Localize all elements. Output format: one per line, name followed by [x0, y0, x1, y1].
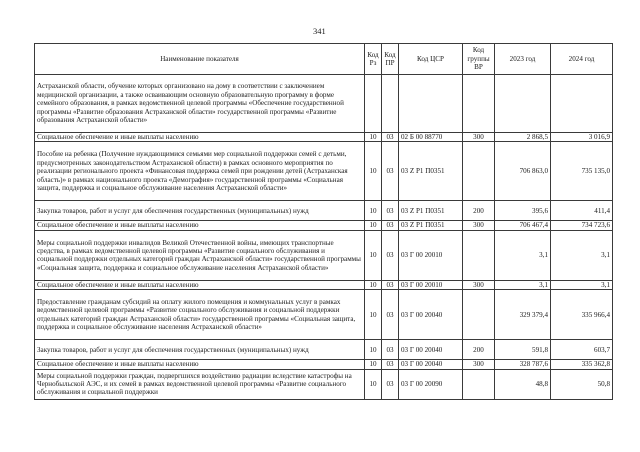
row-name: Социальное обеспечение и иные выплаты населению	[35, 133, 365, 142]
row-pr: 03	[382, 201, 399, 221]
row-rz: 10	[365, 340, 382, 360]
row-rz: 10	[365, 369, 382, 399]
row-rz: 10	[365, 360, 382, 369]
row-2023: 329 379,4	[495, 290, 551, 340]
row-name: Закупка товаров, работ и услуг для обеспечения государственных (муниципальных) нужд	[35, 201, 365, 221]
row-vr	[463, 142, 495, 201]
row-csr: 03 Г 00 20010	[399, 280, 463, 289]
row-rz: 10	[365, 230, 382, 280]
table-header-row	[35, 44, 613, 75]
row-pr: 03	[382, 340, 399, 360]
table-row	[35, 230, 613, 280]
header-vr: Код группы ВР	[463, 44, 495, 75]
row-csr: 03 Г 00 20040	[399, 340, 463, 360]
row-rz: 10	[365, 201, 382, 221]
row-csr: 03 Г 00 20090	[399, 369, 463, 399]
row-2024: 411,4	[551, 201, 613, 221]
row-rz: 10	[365, 290, 382, 340]
row-2023	[495, 75, 551, 133]
row-2024: 3,1	[551, 280, 613, 289]
row-pr: 03	[382, 280, 399, 289]
row-csr: 03 Z P1 П0351	[399, 142, 463, 201]
budget-table	[34, 43, 613, 400]
row-2023: 706 863,0	[495, 142, 551, 201]
table-row	[35, 280, 613, 289]
row-2024: 735 135,0	[551, 142, 613, 201]
table-row	[35, 290, 613, 340]
header-name: Наименование показателя	[35, 44, 365, 75]
row-2024: 50,8	[551, 369, 613, 399]
header-rz: Код Рз	[365, 44, 382, 75]
row-vr	[463, 369, 495, 399]
table-row	[35, 360, 613, 369]
row-vr	[463, 75, 495, 133]
row-2024: 3,1	[551, 230, 613, 280]
row-2024: 734 723,6	[551, 221, 613, 230]
row-name: Предоставление гражданам субсидий на оплату жилого помещения и коммунальных услуг в рамках ведомственной целевой программы «Развитие социального обслуживания и социальной поддержки отдельных категорий граждан Астраханской области» государственной программы «Социальная защита, поддержка и социальное обслуживание населения Астраханской области»	[35, 290, 365, 340]
row-csr: 02 Б 00 88770	[399, 133, 463, 142]
row-rz: 10	[365, 221, 382, 230]
row-2023: 591,8	[495, 340, 551, 360]
row-pr: 03	[382, 290, 399, 340]
row-vr: 200	[463, 340, 495, 360]
row-csr	[399, 75, 463, 133]
row-2023: 3,1	[495, 230, 551, 280]
table-row	[35, 142, 613, 201]
row-name: Социальное обеспечение и иные выплаты населению	[35, 360, 365, 369]
row-rz: 10	[365, 280, 382, 289]
row-2024: 603,7	[551, 340, 613, 360]
row-pr: 03	[382, 360, 399, 369]
row-vr: 300	[463, 133, 495, 142]
row-2023: 3,1	[495, 280, 551, 289]
row-name: Закупка товаров, работ и услуг для обеспечения государственных (муниципальных) нужд	[35, 340, 365, 360]
row-pr: 03	[382, 221, 399, 230]
row-rz	[365, 75, 382, 133]
row-name: Астраханской области, обучение которых организовано на дому в соответствии с заключением медицинской организации, а также осваивающим основную образовательную программу в форме семейного образования, в рамках ведомственной целевой программы «Обеспечение государственной программы «Развитие образования Астраханской области» государственной программы «Развитие образования Астраханской области»	[35, 75, 365, 133]
row-vr	[463, 290, 495, 340]
row-2024: 335 966,4	[551, 290, 613, 340]
row-vr: 300	[463, 221, 495, 230]
row-2024: 3 016,9	[551, 133, 613, 142]
header-2023: 2023 год	[495, 44, 551, 75]
table-row	[35, 201, 613, 221]
row-vr: 300	[463, 280, 495, 289]
row-name: Меры социальной поддержки граждан, подвергшихся воздействию радиации вследствие катастрофы на Чернобыльской АЭС, и их семей в рамках ведомственной целевой программы «Развитие социального обслуживания и социальной поддержки	[35, 369, 365, 399]
row-vr	[463, 230, 495, 280]
row-2023: 395,6	[495, 201, 551, 221]
row-2024	[551, 75, 613, 133]
row-csr: 03 Г 00 20040	[399, 360, 463, 369]
row-vr: 300	[463, 360, 495, 369]
row-pr: 03	[382, 133, 399, 142]
row-vr: 200	[463, 201, 495, 221]
row-name: Социальное обеспечение и иные выплаты населению	[35, 221, 365, 230]
row-name: Пособие на ребенка (Получение нуждающимися семьями мер социальной поддержки семей с детьми, предусмотренных законодательством Астраханской области) в рамках основного мероприятия по реализации регионального проекта «Финансовая поддержка семей при рождении детей (Астраханская область)» в рамках национального проекта «Демография» государственной программы «Социальная защита, поддержка и социальное обслуживание населения Астраханской области»	[35, 142, 365, 201]
table-row	[35, 340, 613, 360]
row-2023: 328 787,6	[495, 360, 551, 369]
table-row	[35, 133, 613, 142]
header-csr: Код ЦСР	[399, 44, 463, 75]
page-number: 341	[313, 26, 326, 36]
row-pr	[382, 75, 399, 133]
row-2023: 706 467,4	[495, 221, 551, 230]
row-rz: 10	[365, 133, 382, 142]
row-csr: 03 Г 00 20010	[399, 230, 463, 280]
table-row	[35, 221, 613, 230]
row-rz: 10	[365, 142, 382, 201]
row-csr: 03 Г 00 20040	[399, 290, 463, 340]
table-row	[35, 369, 613, 399]
row-name: Меры социальной поддержки инвалидов Великой Отечественной войны, имеющих транспортные средства, в рамках ведомственной целевой программы «Развитие социального обслуживания и социальной поддержки отдельных категорий граждан Астраханской области» государственной программы «Социальная защита, поддержка и социальное обслуживание населения Астраханской области»	[35, 230, 365, 280]
row-pr: 03	[382, 230, 399, 280]
header-pr: Код ПР	[382, 44, 399, 75]
row-name: Социальное обеспечение и иные выплаты населению	[35, 280, 365, 289]
header-2024: 2024 год	[551, 44, 613, 75]
row-2023: 48,8	[495, 369, 551, 399]
row-2024: 335 362,8	[551, 360, 613, 369]
table-row	[35, 75, 613, 133]
row-pr: 03	[382, 142, 399, 201]
row-csr: 03 Z P1 П0351	[399, 221, 463, 230]
row-pr: 03	[382, 369, 399, 399]
row-2023: 2 868,5	[495, 133, 551, 142]
row-csr: 03 Z P1 П0351	[399, 201, 463, 221]
